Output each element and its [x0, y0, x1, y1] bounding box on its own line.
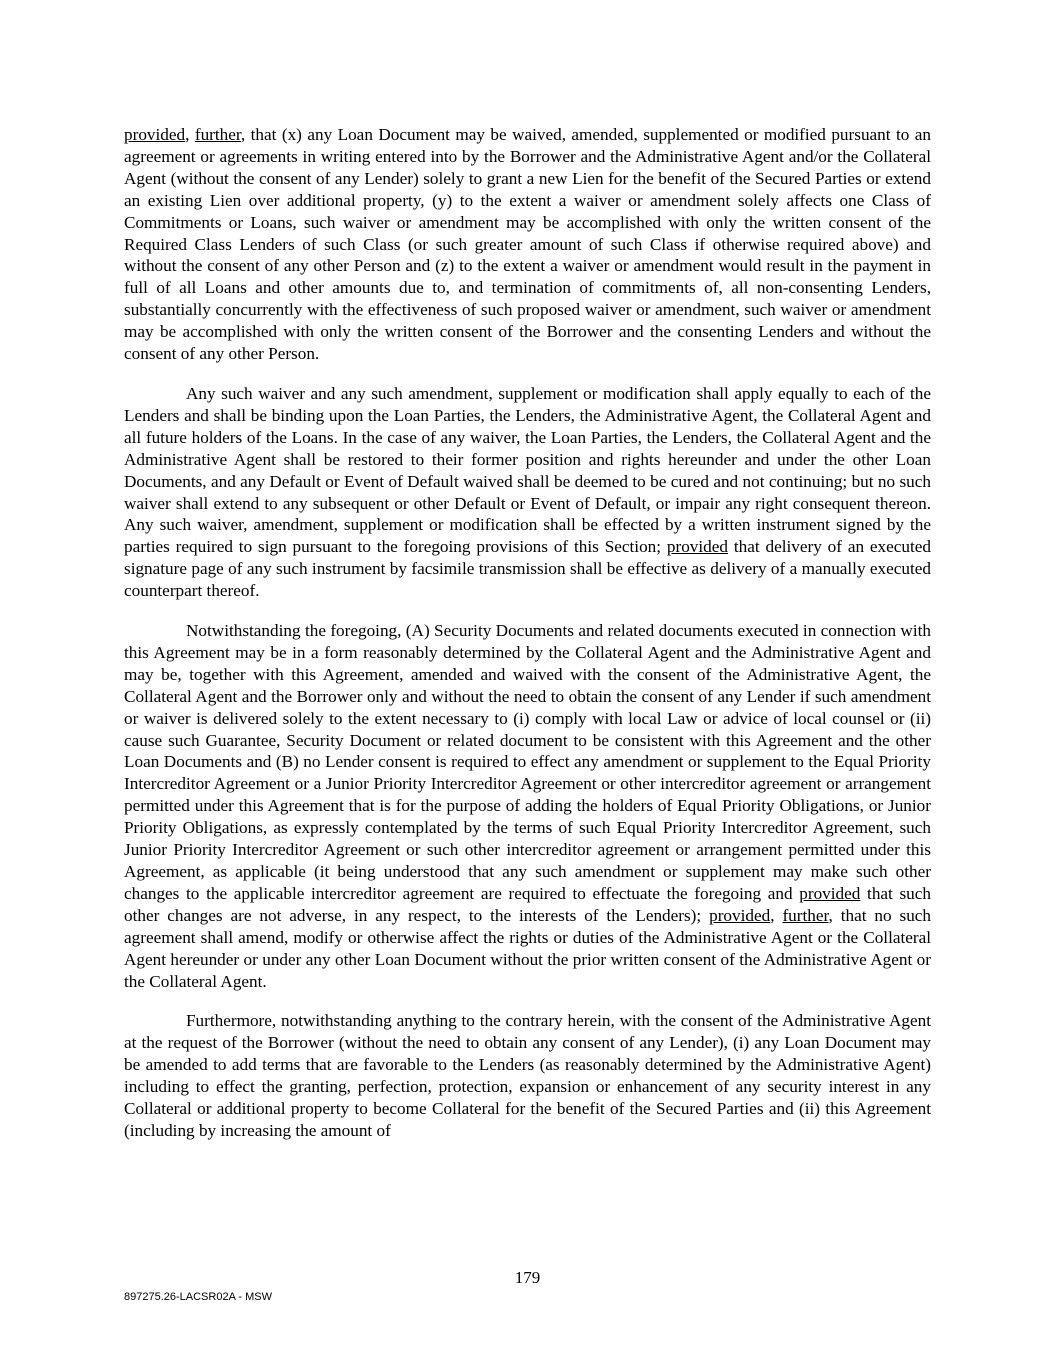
document-body: [124, 124, 931, 1160]
text-run: Notwithstanding the foregoing, (A) Security Documents and related documents executed in connection with this Agreement may be in a form reasonably determined by the Collateral Agent and the Administrative Agent and may be, together with this Agreement, amended and waived with the consent of the Administrative Agent, the Collateral Agent and the Borrower only and without the need to obtain the consent of any Lender if such amendment or waiver is delivered solely to the extent necessary to (i) comply with local Law or advice of local counsel or (ii) cause such Guarantee, Security Document or related document to be consistent with this Agreement and the other Loan Documents and (B) no Lender consent is required to effect any amendment or supplement to the Equal Priority Intercreditor Agreement or a Junior Priority Intercreditor Agreement or other intercreditor agreement or arrangement permitted under this Agreement that is for the purpose of adding the holders of Equal Priority Obligations, or Junior Priority Obligations, as expressly contemplated by the terms of such Equal Priority Intercreditor Agreement, such Junior Priority Intercreditor Agreement or such other intercreditor agreement or arrangement permitted under this Agreement, as applicable (it being understood that any such amendment or supplement may make such other changes to the applicable intercreditor agreement are required to effectuate the foregoing and: [124, 621, 931, 903]
paragraph-proviso: [124, 124, 931, 365]
underlined-term: further: [194, 125, 241, 144]
document-id: 897275.26-LACSR02A - MSW: [124, 1291, 272, 1303]
paragraph-furthermore: [124, 1010, 931, 1141]
paragraph-waiver-effect: [124, 383, 931, 602]
page-number: 179: [514, 1268, 541, 1287]
text-run: that such other changes are not adverse, in any respect, to the interests of the Lenders);: [124, 883, 931, 925]
text-run: ,: [185, 125, 195, 144]
text-run: that delivery of an executed signature page of any such instrument by facsimile transmission shall be effective as delivery of a manually executed counterpart thereof.: [124, 537, 931, 601]
underlined-term: provided: [709, 905, 771, 925]
text-run: , that (x) any Loan Document may be waived, amended, supplemented or modified pursuant to an agreement or agreements in writing entered into by the Borrower and the Administrative Agent and/or the Collateral Agent (without the consent of any Lender) solely to grant a new Lien for the benefit of the Secured Parties or extend an existing Lien over additional property, (y) to the extent a waiver or amendment solely affects one Class of Commitments or Loans, such waiver or amendment may be accomplished with only the written consent of the Required Class Lenders of such Class (or such greater amount of such Class if otherwise required above) and without the consent of any other Person and (z) to the extent a waiver or amendment would result in the payment in full of all Loans and other amounts due to, and termination of commitments of, all non-consenting Lenders, substantially concurrently with the effectiveness of such proposed waiver or amendment, such waiver or amendment may be accomplished with only the written consent of the Borrower and the consenting Lenders and without the consent of any other Person.: [124, 125, 931, 364]
text-run: ,: [770, 905, 783, 925]
text-run: Furthermore, notwithstanding anything to the contrary herein, with the consent of the Administrative Agent at the request of the Borrower (without the need to obtain any consent of any Lender), (i) any Loan Document may be amended to add terms that are favorable to the Lenders (as reasonably determined by the Administrative Agent) including to effect the granting, perfection, protection, expansion or enhancement of any security interest in any Collateral or additional property to become Collateral for the benefit of the Secured Parties and (ii) this Agreement (including by increasing the amount of: [124, 1011, 931, 1140]
underlined-term: provided: [124, 125, 186, 144]
text-run: Any such waiver and any such amendment, supplement or modification shall apply equally to each of the Lenders and shall be binding upon the Loan Parties, the Lenders, the Administrative Agent, the Collateral Agent and all future holders of the Loans. In the case of any waiver, the Loan Parties, the Lenders, the Collateral Agent and the Administrative Agent shall be restored to their former position and rights hereunder and under the other Loan Documents, and any Default or Event of Default waived shall be deemed to be cured and not continuing; but no such waiver shall extend to any subsequent or other Default or Event of Default, or impair any right consequent thereon. Any such waiver, amendment, supplement or modification shall be effected by a written instrument signed by the parties required to sign pursuant to the foregoing provisions of this Section;: [124, 383, 931, 557]
underlined-term: further: [782, 905, 829, 925]
underlined-term: provided: [666, 537, 728, 557]
text-run: , that no such agreement shall amend, modify or otherwise affect the rights or duties of the Administrative Agent or the Collateral Agent hereunder or under any other Loan Document without the prior written consent of the Administrative Agent or the Collateral Agent.: [124, 905, 932, 991]
underlined-term: provided: [799, 883, 861, 903]
paragraph-notwithstanding: [124, 620, 931, 992]
